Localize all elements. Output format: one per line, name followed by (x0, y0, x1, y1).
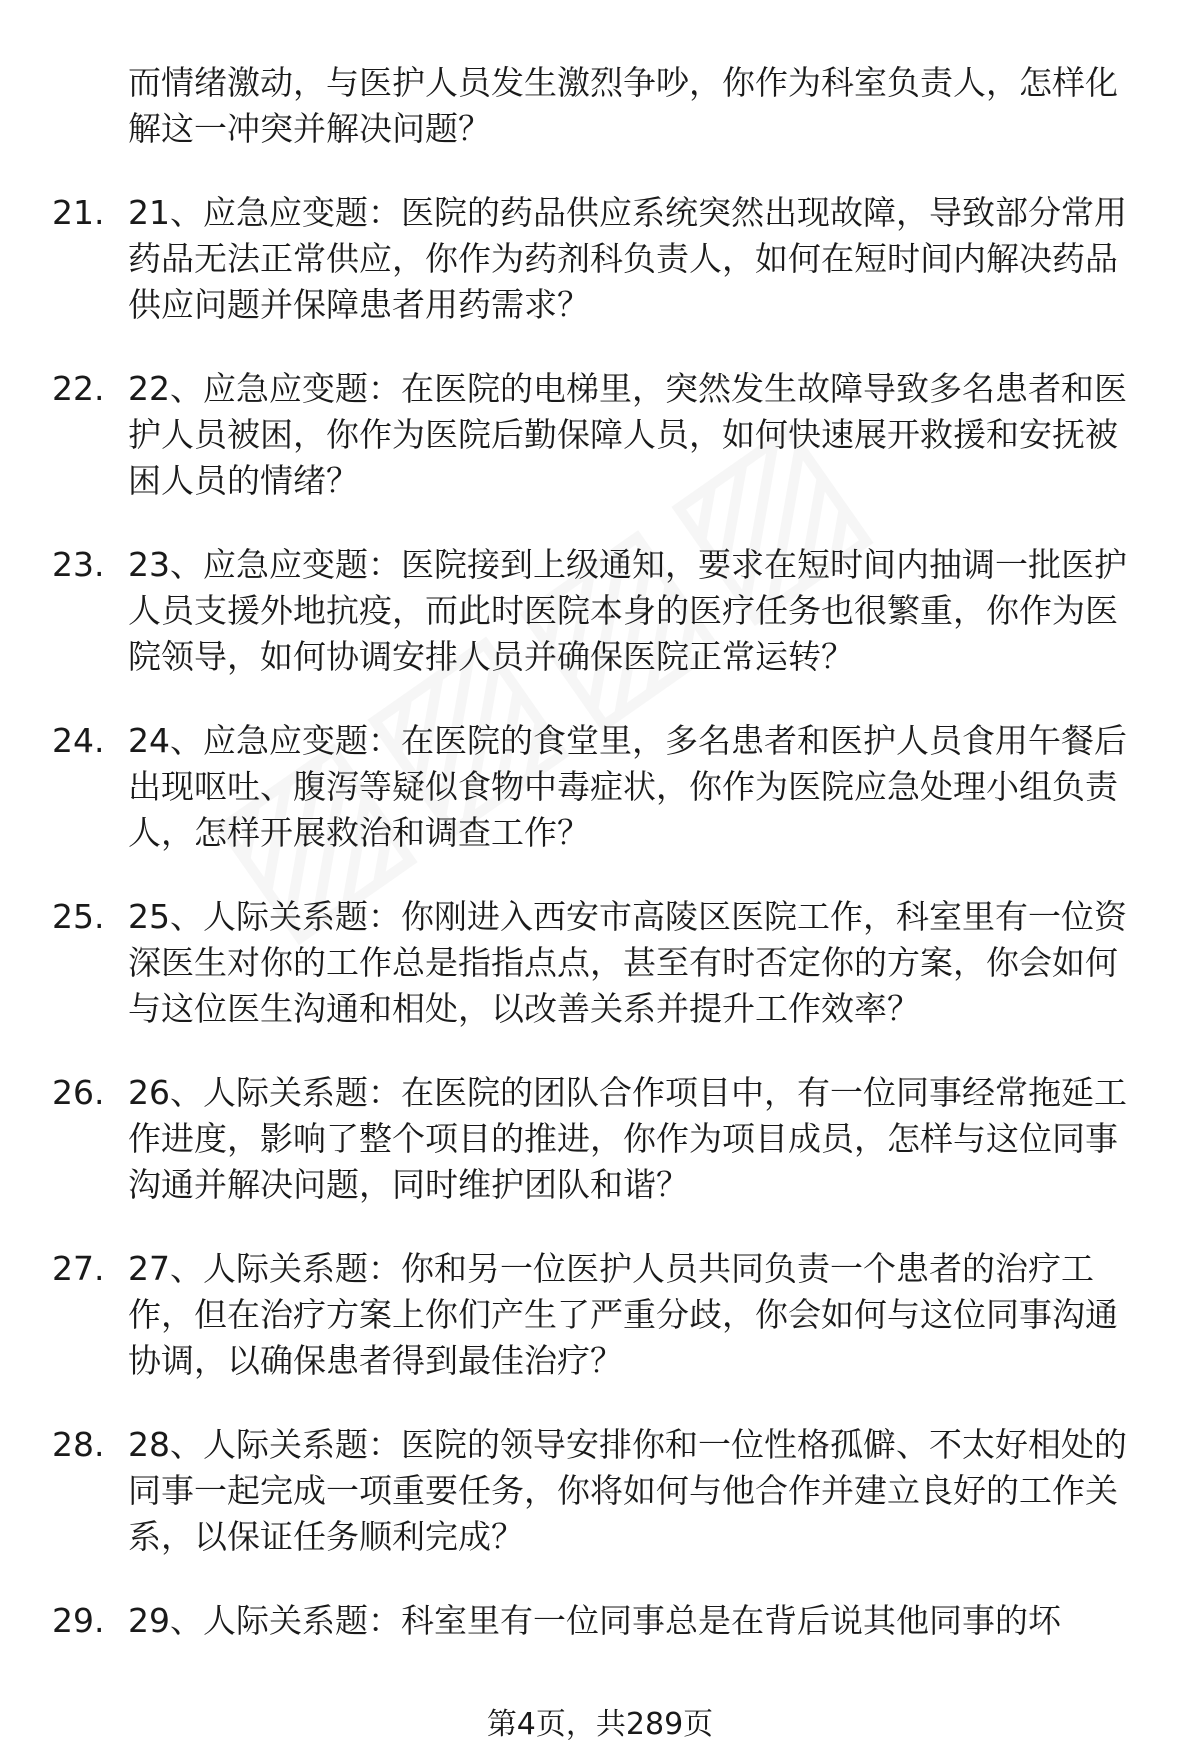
item-number: 23. (52, 545, 105, 584)
list-item (0, 1598, 1200, 1644)
question-list (0, 60, 1200, 1682)
item-text: 29、人际关系题：科室里有一位同事总是在背后说其他同事的坏 (128, 1601, 1061, 1640)
page-footer: 第4页，共289页 (486, 1707, 714, 1742)
list-item (0, 542, 1200, 680)
list-item (0, 1246, 1200, 1384)
continued-question-text: 而情绪激动，与医护人员发生激烈争吵，你作为科室负责人，怎样化解这一冲突并解决问题？ (128, 63, 1118, 148)
item-text: 27、人际关系题：你和另一位医护人员共同负责一个患者的治疗工作，但在治疗方案上你们产生了严重分歧，你会如何与这位同事沟通协调，以确保患者得到最佳治疗？ (128, 1249, 1118, 1380)
item-text: 25、人际关系题：你刚进入西安市高陵区医院工作，科室里有一位资深医生对你的工作总是指指点点，甚至有时否定你的方案，你会如何与这位医生沟通和相处，以改善关系并提升工作效率？ (128, 897, 1127, 1028)
item-text: 26、人际关系题：在医院的团队合作项目中，有一位同事经常拖延工作进度，影响了整个项目的推进，你作为项目成员，怎样与这位同事沟通并解决问题，同时维护团队和谐？ (128, 1073, 1127, 1204)
item-number: 25. (52, 897, 105, 936)
list-item (0, 1070, 1200, 1208)
list-item (0, 366, 1200, 504)
item-number: 26. (52, 1073, 105, 1112)
item-number: 27. (52, 1249, 105, 1288)
item-text: 22、应急应变题：在医院的电梯里，突然发生故障导致多名患者和医护人员被困，你作为医院后勤保障人员，如何快速展开救援和安抚被困人员的情绪？ (128, 369, 1127, 500)
list-item (0, 718, 1200, 856)
item-number: 24. (52, 721, 105, 760)
item-number: 29. (52, 1601, 105, 1640)
item-number: 28. (52, 1425, 105, 1464)
list-item (0, 1422, 1200, 1560)
item-text: 28、人际关系题：医院的领导安排你和一位性格孤僻、不太好相处的同事一起完成一项重要任务，你将如何与他合作并建立良好的工作关系，以保证任务顺利完成？ (128, 1425, 1127, 1556)
list-item (0, 894, 1200, 1032)
list-item (0, 190, 1200, 328)
item-number: 22. (52, 369, 105, 408)
item-text: 21、应急应变题：医院的药品供应系统突然出现故障，导致部分常用药品无法正常供应，你作为药剂科负责人，如何在短时间内解决药品供应问题并保障患者用药需求？ (128, 193, 1127, 324)
item-text: 24、应急应变题：在医院的食堂里，多名患者和医护人员食用午餐后出现呕吐、腹泻等疑似食物中毒症状，你作为医院应急处理小组负责人，怎样开展救治和调查工作？ (128, 721, 1127, 852)
item-number: 21. (52, 193, 105, 232)
item-text: 23、应急应变题：医院接到上级通知，要求在短时间内抽调一批医护人员支援外地抗疫，而此时医院本身的医疗任务也很繁重，你作为医院领导，如何协调安排人员并确保医院正常运转？ (128, 545, 1127, 676)
